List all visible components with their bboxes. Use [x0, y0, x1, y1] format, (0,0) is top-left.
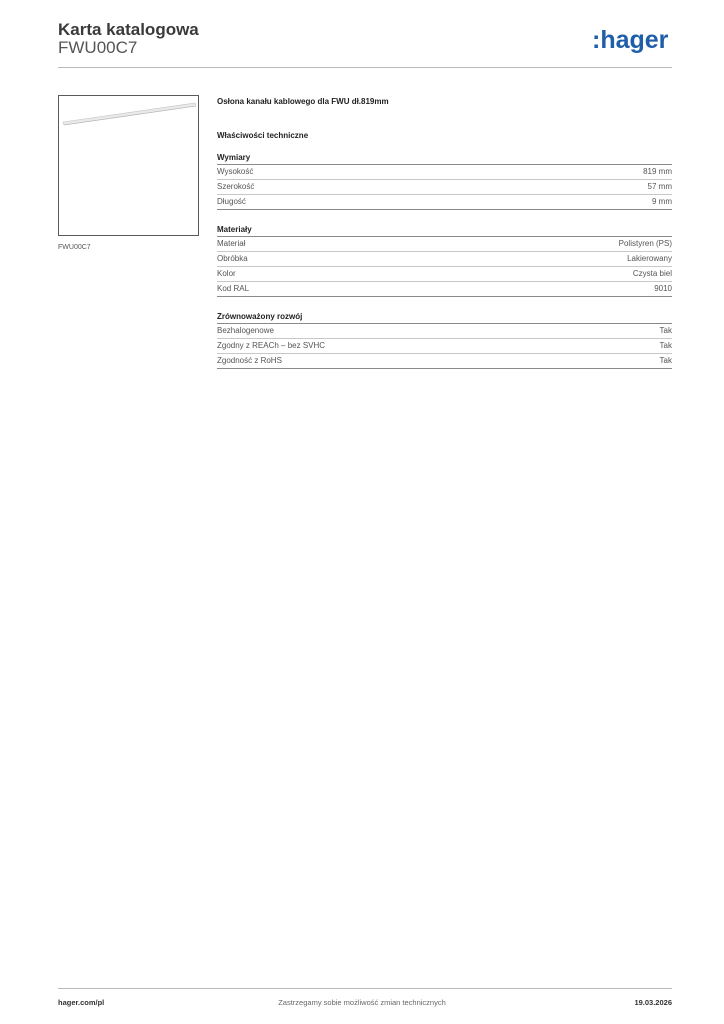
spec-value: Tak [659, 356, 672, 365]
section-dimensions [217, 151, 672, 210]
spec-label: Zgodny z REACh – bez SVHC [217, 341, 326, 350]
product-image [58, 95, 199, 236]
spec-row [217, 252, 672, 267]
spec-row [217, 180, 672, 195]
product-code: FWU00C7 [58, 38, 138, 57]
spec-label: Zgodność z RoHS [217, 356, 282, 365]
footer-divider [58, 988, 672, 989]
spec-value: 9010 [654, 284, 672, 293]
spec-value: 57 mm [647, 182, 672, 191]
spec-row [217, 267, 672, 282]
spec-label: Długość [217, 197, 246, 206]
document-title: Karta katalogowa [58, 20, 199, 39]
spec-value: Lakierowany [627, 254, 672, 263]
spec-value: Tak [659, 326, 672, 335]
spec-value: Czysta biel [632, 269, 672, 278]
footer-website: hager.com/pl [58, 998, 105, 1007]
spec-label: Bezhalogenowe [217, 326, 274, 335]
section-materials [217, 223, 672, 297]
spec-row [217, 237, 672, 252]
spec-label: Kod RAL [217, 284, 250, 293]
spec-value: Tak [659, 341, 672, 350]
spec-row [217, 339, 672, 354]
spec-value: Polistyren (PS) [618, 239, 672, 248]
section-heading: Wymiary [217, 151, 672, 165]
hager-logo-text: :hager [592, 26, 669, 54]
spec-panel [217, 95, 672, 369]
spec-value: 9 mm [652, 197, 672, 206]
product-name: Osłona kanału kablowego dla FWU dł.819mm [217, 97, 389, 106]
spec-value: 819 mm [643, 167, 672, 176]
spec-row [217, 324, 672, 339]
header-divider [58, 67, 672, 68]
section-heading: Materiały [217, 223, 672, 237]
spec-row [217, 282, 672, 297]
spec-label: Wysokość [217, 167, 254, 176]
image-caption: FWU00C7 [58, 244, 91, 251]
section-heading: Zrównoważony rozwój [217, 310, 672, 324]
spec-label: Kolor [217, 269, 236, 278]
footer-date: 19.03.2026 [634, 998, 672, 1007]
section-sustainability [217, 310, 672, 369]
hager-logo [592, 25, 672, 55]
spec-row [217, 354, 672, 369]
footer-disclaimer: Zastrzegamy sobie możliwość zmian technicznych [278, 998, 446, 1007]
spec-label: Obróbka [217, 254, 248, 263]
cable-duct-cover-icon [59, 96, 198, 235]
spec-row [217, 195, 672, 210]
spec-label: Szerokość [217, 182, 255, 191]
tech-properties-heading: Właściwości techniczne [217, 131, 309, 140]
spec-label: Materiał [217, 239, 246, 248]
spec-row [217, 165, 672, 180]
